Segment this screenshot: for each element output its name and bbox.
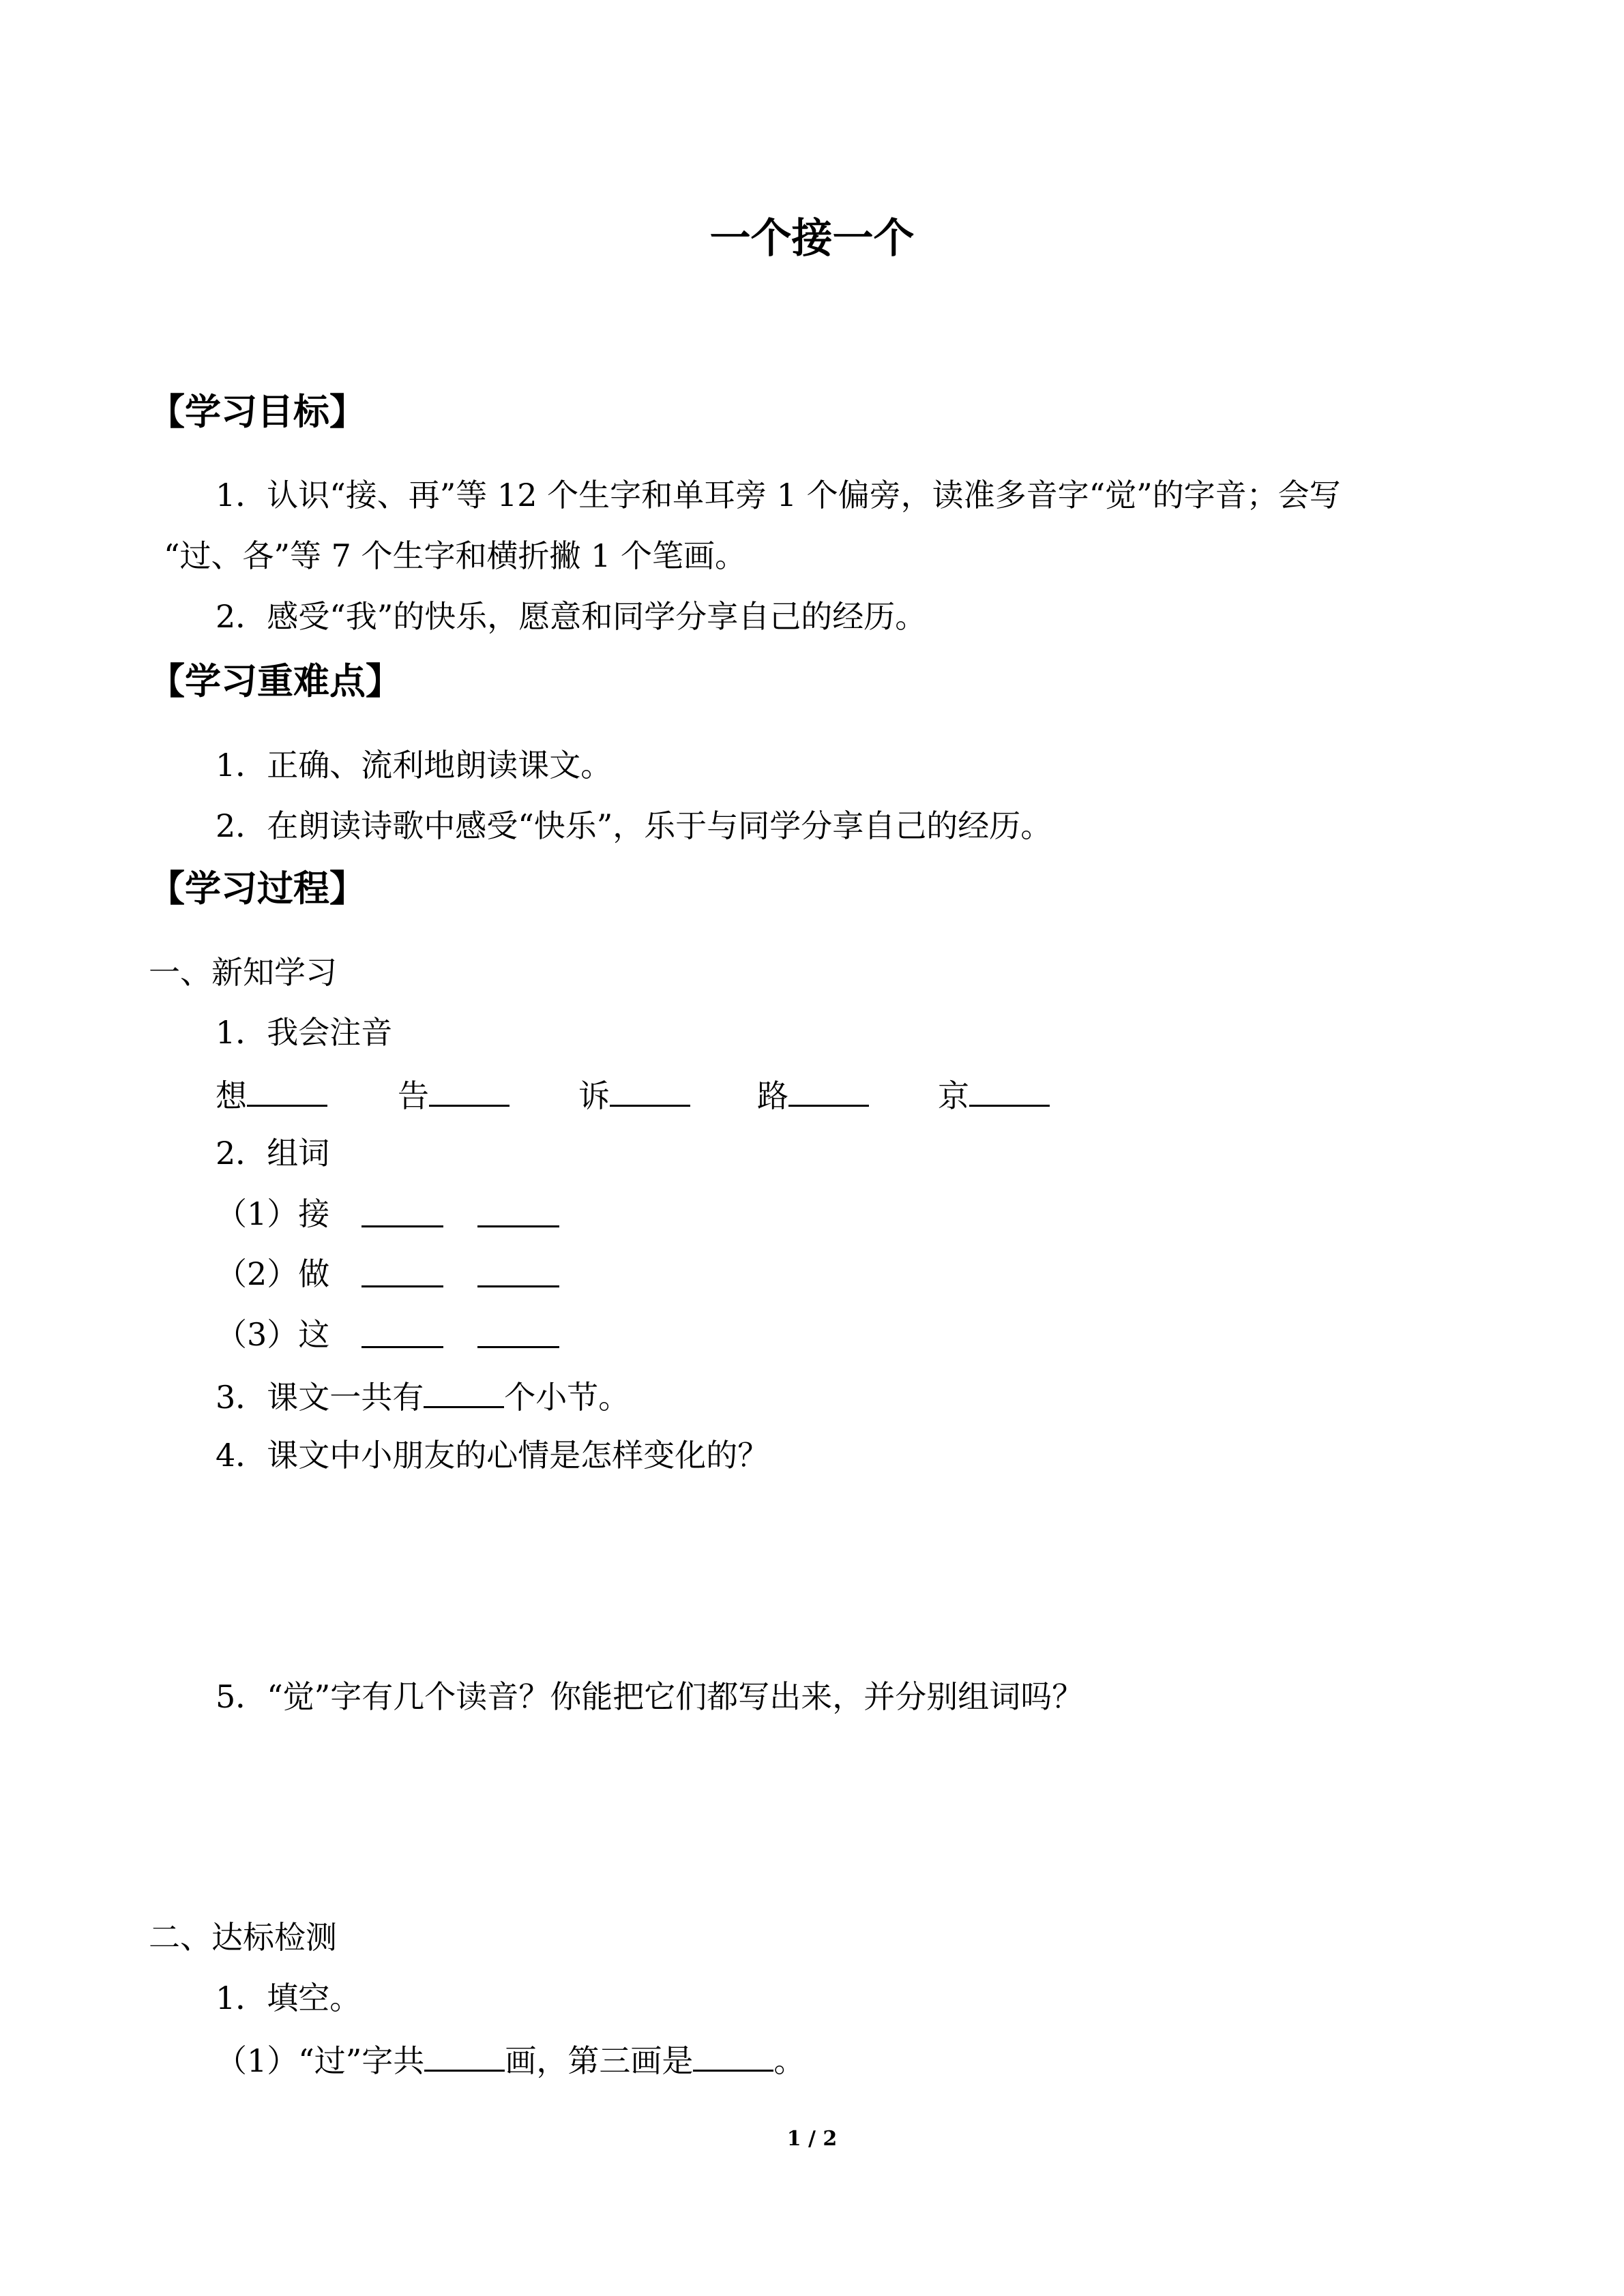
answer-blank[interactable] [969, 1077, 1050, 1107]
answer-blank[interactable] [429, 1077, 510, 1107]
goal-item-1-line-1: 1．认识“接、再”等 12 个生字和单耳旁 1 个偏旁，读准多音字“觉”的字音；会写 [216, 477, 1341, 513]
check-question-1-1 [216, 2042, 806, 2079]
part-1-label: 一、新知学习 [149, 954, 337, 991]
question-3 [216, 1379, 630, 1416]
answer-blank[interactable] [477, 1319, 559, 1348]
answer-blank[interactable] [424, 2042, 505, 2072]
pinyin-item-3 [578, 1077, 690, 1112]
pinyin-char: 路 [757, 1077, 788, 1114]
answer-blank[interactable] [477, 1198, 559, 1227]
answer-blank[interactable] [788, 1077, 869, 1107]
page-number: 1 / 2 [786, 2127, 838, 2151]
answer-blank[interactable] [424, 1379, 504, 1408]
goal-item-2: 2．感受“我”的快乐，愿意和同学分享自己的经历。 [216, 598, 927, 635]
pinyin-char: 京 [938, 1077, 969, 1114]
answer-blank[interactable] [247, 1077, 327, 1107]
word-item-1: （1）接 [216, 1195, 330, 1232]
section-heading-process: 【学习过程】 [149, 867, 366, 910]
pinyin-item-2 [398, 1077, 510, 1112]
key-point-1: 1．正确、流利地朗读课文。 [216, 747, 612, 784]
page-title: 一个接一个 [709, 215, 915, 263]
pinyin-char: 诉 [578, 1077, 610, 1114]
check-text-a: （1）“过”字共 [216, 2042, 425, 2079]
word-item-3: （3）这 [216, 1316, 330, 1353]
question-3-text-end: 个小节。 [504, 1379, 630, 1416]
key-point-2: 2．在朗读诗歌中感受“快乐”，乐于与同学分享自己的经历。 [216, 807, 1052, 844]
question-3-text: 3．课文一共有 [216, 1379, 424, 1416]
check-question-1: 1．填空。 [216, 1980, 361, 2016]
pinyin-item-1 [216, 1077, 327, 1112]
question-5: 5．“觉”字有几个读音？你能把它们都写出来，并分别组词吗？ [216, 1678, 1084, 1715]
question-2: 2．组词 [216, 1135, 330, 1172]
pinyin-item-5 [938, 1077, 1050, 1112]
pinyin-char: 想 [216, 1077, 247, 1114]
check-text-c: 。 [773, 2042, 806, 2079]
question-1: 1．我会注音 [216, 1014, 393, 1051]
section-heading-goals: 【学习目标】 [149, 391, 366, 433]
answer-blank[interactable] [361, 1198, 443, 1227]
part-2-label: 二、达标检测 [149, 1919, 337, 1956]
section-heading-key-points: 【学习重难点】 [149, 660, 402, 702]
question-4: 4．课文中小朋友的心情是怎样变化的？ [216, 1437, 769, 1474]
answer-blank[interactable] [477, 1258, 559, 1287]
check-text-b: 画，第三画是 [505, 2042, 694, 2079]
pinyin-item-4 [757, 1077, 869, 1112]
answer-blank[interactable] [610, 1077, 690, 1107]
pinyin-char: 告 [398, 1077, 429, 1114]
answer-blank[interactable] [693, 2042, 773, 2072]
answer-blank[interactable] [361, 1258, 443, 1287]
word-item-2: （2）做 [216, 1255, 330, 1292]
answer-blank[interactable] [361, 1319, 443, 1348]
goal-item-1-line-2: “过、各”等 7 个生字和横折撇 1 个笔画。 [164, 537, 747, 574]
